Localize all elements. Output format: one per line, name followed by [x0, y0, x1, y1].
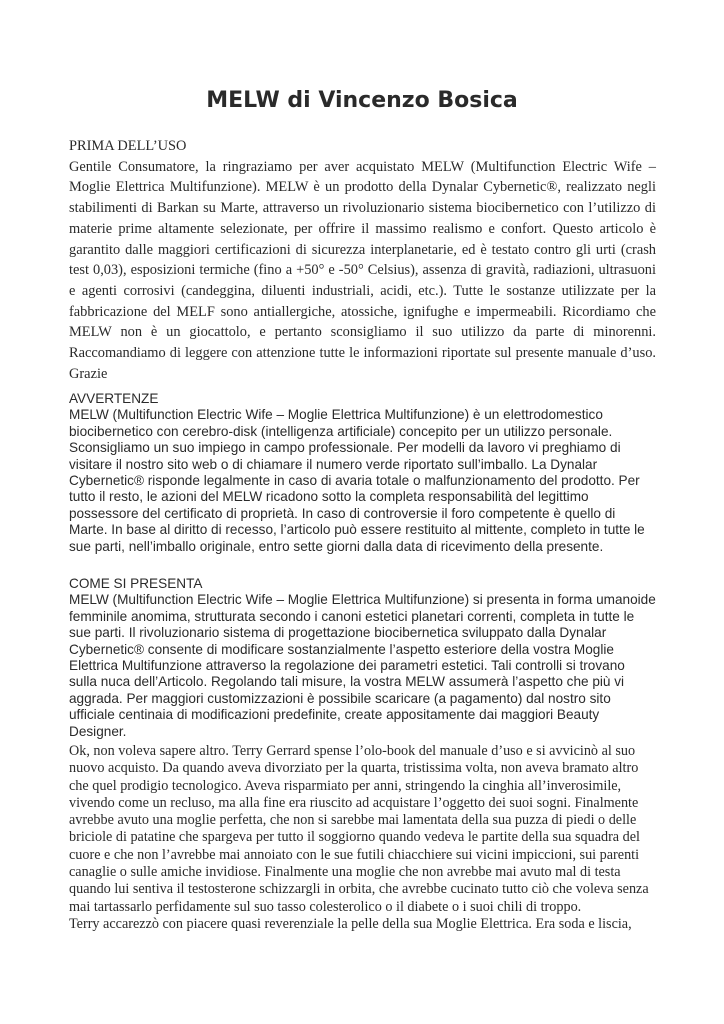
section-body-presenta: MELW (Multifunction Electric Wife – Moglie Elettrica Multifunzione) si presenta in forma umanoide femminile anomima, strutturata secondo i canoni estetici planetari correnti, completa in tutte le sue parti. Il rivoluzionario sistema di progettazione biocibernetica sviluppato dalla Dynalar Cybernetic® consente di modificare sostanzialmente l’aspetto esteriore della vostra Moglie Elettrica Multifunzione attraverso la regolazione dei parametri estetici. Tali controlli si trovano sulla nuca dell’Articolo. Regolando tali misure, la vostra MELW assumerà l’aspetto che più vi aggrada. Per maggiori customizzazioni è possibile scaricare (a pagamento) dal nostro sito ufficiale centinaia di modificazioni predefinite, create appositamente dai maggiori Beauty Designer.	[69, 592, 656, 739]
section-heading-avvertenze: AVVERTENZE	[69, 391, 159, 406]
document-title: MELW di Vincenzo Bosica	[206, 88, 518, 113]
section-come-si-presenta	[69, 576, 656, 740]
story-paragraph-1: Ok, non voleva sapere altro. Terry Gerrard spense l’olo-book del manuale d’uso e si avvicinò al suo nuovo acquisto. Da quando aveva divorziato per la quarta, tristissima volta, non aveva bramato altro che quel prodigio tecnologico. Aveva risparmiato per anni, stringendo la cinghia all’inverosimile, vivendo come un recluso, ma alla fine era riuscito ad acquistare l’oggetto dei suoi sogni. Finalmente avrebbe avuto una moglie perfetta, che non si sarebbe mai lamentata della sua puzza di piedi o delle briciole di patatine che spargeva per tutto il soggiorno quando vedeva le partite della sua squadra del cuore e che non l’avrebbe mai annoiato con le sue futili chiacchiere sui vicini impiccioni, sui parenti canaglie o sulle amiche invidiose. Finalmente una moglie che non avrebbe mai avuto mal di testa quando lui sentiva il testosterone schizzargli in orbita, che avrebbe cucinato tutto ciò che voleva senza mai tartassarlo perfidamente sul suo tasso colesterolico o il diabete o i suoi chili di troppo.	[69, 743, 649, 915]
section-avvertenze	[69, 391, 656, 555]
section-heading-prima: PRIMA DELL’USO	[69, 138, 187, 154]
section-story	[69, 743, 656, 933]
section-heading-presenta: COME SI PRESENTA	[69, 576, 203, 591]
section-body-avvertenze: MELW (Multifunction Electric Wife – Moglie Elettrica Multifunzione) è un elettrodomestico biocibernetico con cerebro-disk (intelligenza artificiale) concepito per un utilizzo personale. Sconsigliamo un suo impiego in campo professionale. Per modelli da lavoro vi preghiamo di visitare il nostro sito web o di chiamare il numero verde riportato sull’imballo. La Dynalar Cybernetic® risponde legalmente in caso di avaria totale o malfunzionamento del prodotto. Per tutto il resto, le azioni del MELW ricadono sotto la completa responsabilità del legittimo possessore del certificato di proprietà. In caso di controversie il foro competente è quello di Marte. In base al diritto di recesso, l’articolo può essere restituito al mittente, completo in tutte le sue parti, nell’imballo originale, entro sette giorni dalla data di ricevimento della presente.	[69, 407, 645, 554]
story-paragraph-2: Terry accarezzò con piacere quasi reverenziale la pelle della sua Moglie Elettrica. Era soda e liscia,	[69, 915, 632, 932]
section-body-prima: Gentile Consumatore, la ringraziamo per aver acquistato MELW (Multifunction Electric Wife – Moglie Elettrica Multifunzione). MELW è un prodotto della Dynalar Cybernetic®, realizzato negli stabilimenti di Barkan su Marte, attraverso un rivoluzionario sistema biocibernetico con l’utilizzo di materie prime altamente selezionate, per offrire il massimo realismo e confort. Questo articolo è garantito dalle maggiori certificazioni di sicurezza interplanetarie, ed è testato contro gli urti (crash test 0,03), esposizioni termiche (fino a +50° e -50° Celsius), assenza di gravità, radiazioni, ultrasuoni e agenti corrosivi (candeggina, diluenti industriali, acidi, etc.). Tutte le sostanze utilizzate per la fabbricazione del MELF sono antiallergiche, atossiche, ignifughe e impermeabili. Ricordiamo che MELW non è un giocattolo, e pertanto sconsigliamo il suo utilizzo da parte di minorenni. Raccomandiamo di leggere con attenzione tutte le informazioni riportate sul presente manuale d’uso. Grazie	[69, 158, 656, 382]
section-prima-dell-uso	[69, 136, 656, 384]
